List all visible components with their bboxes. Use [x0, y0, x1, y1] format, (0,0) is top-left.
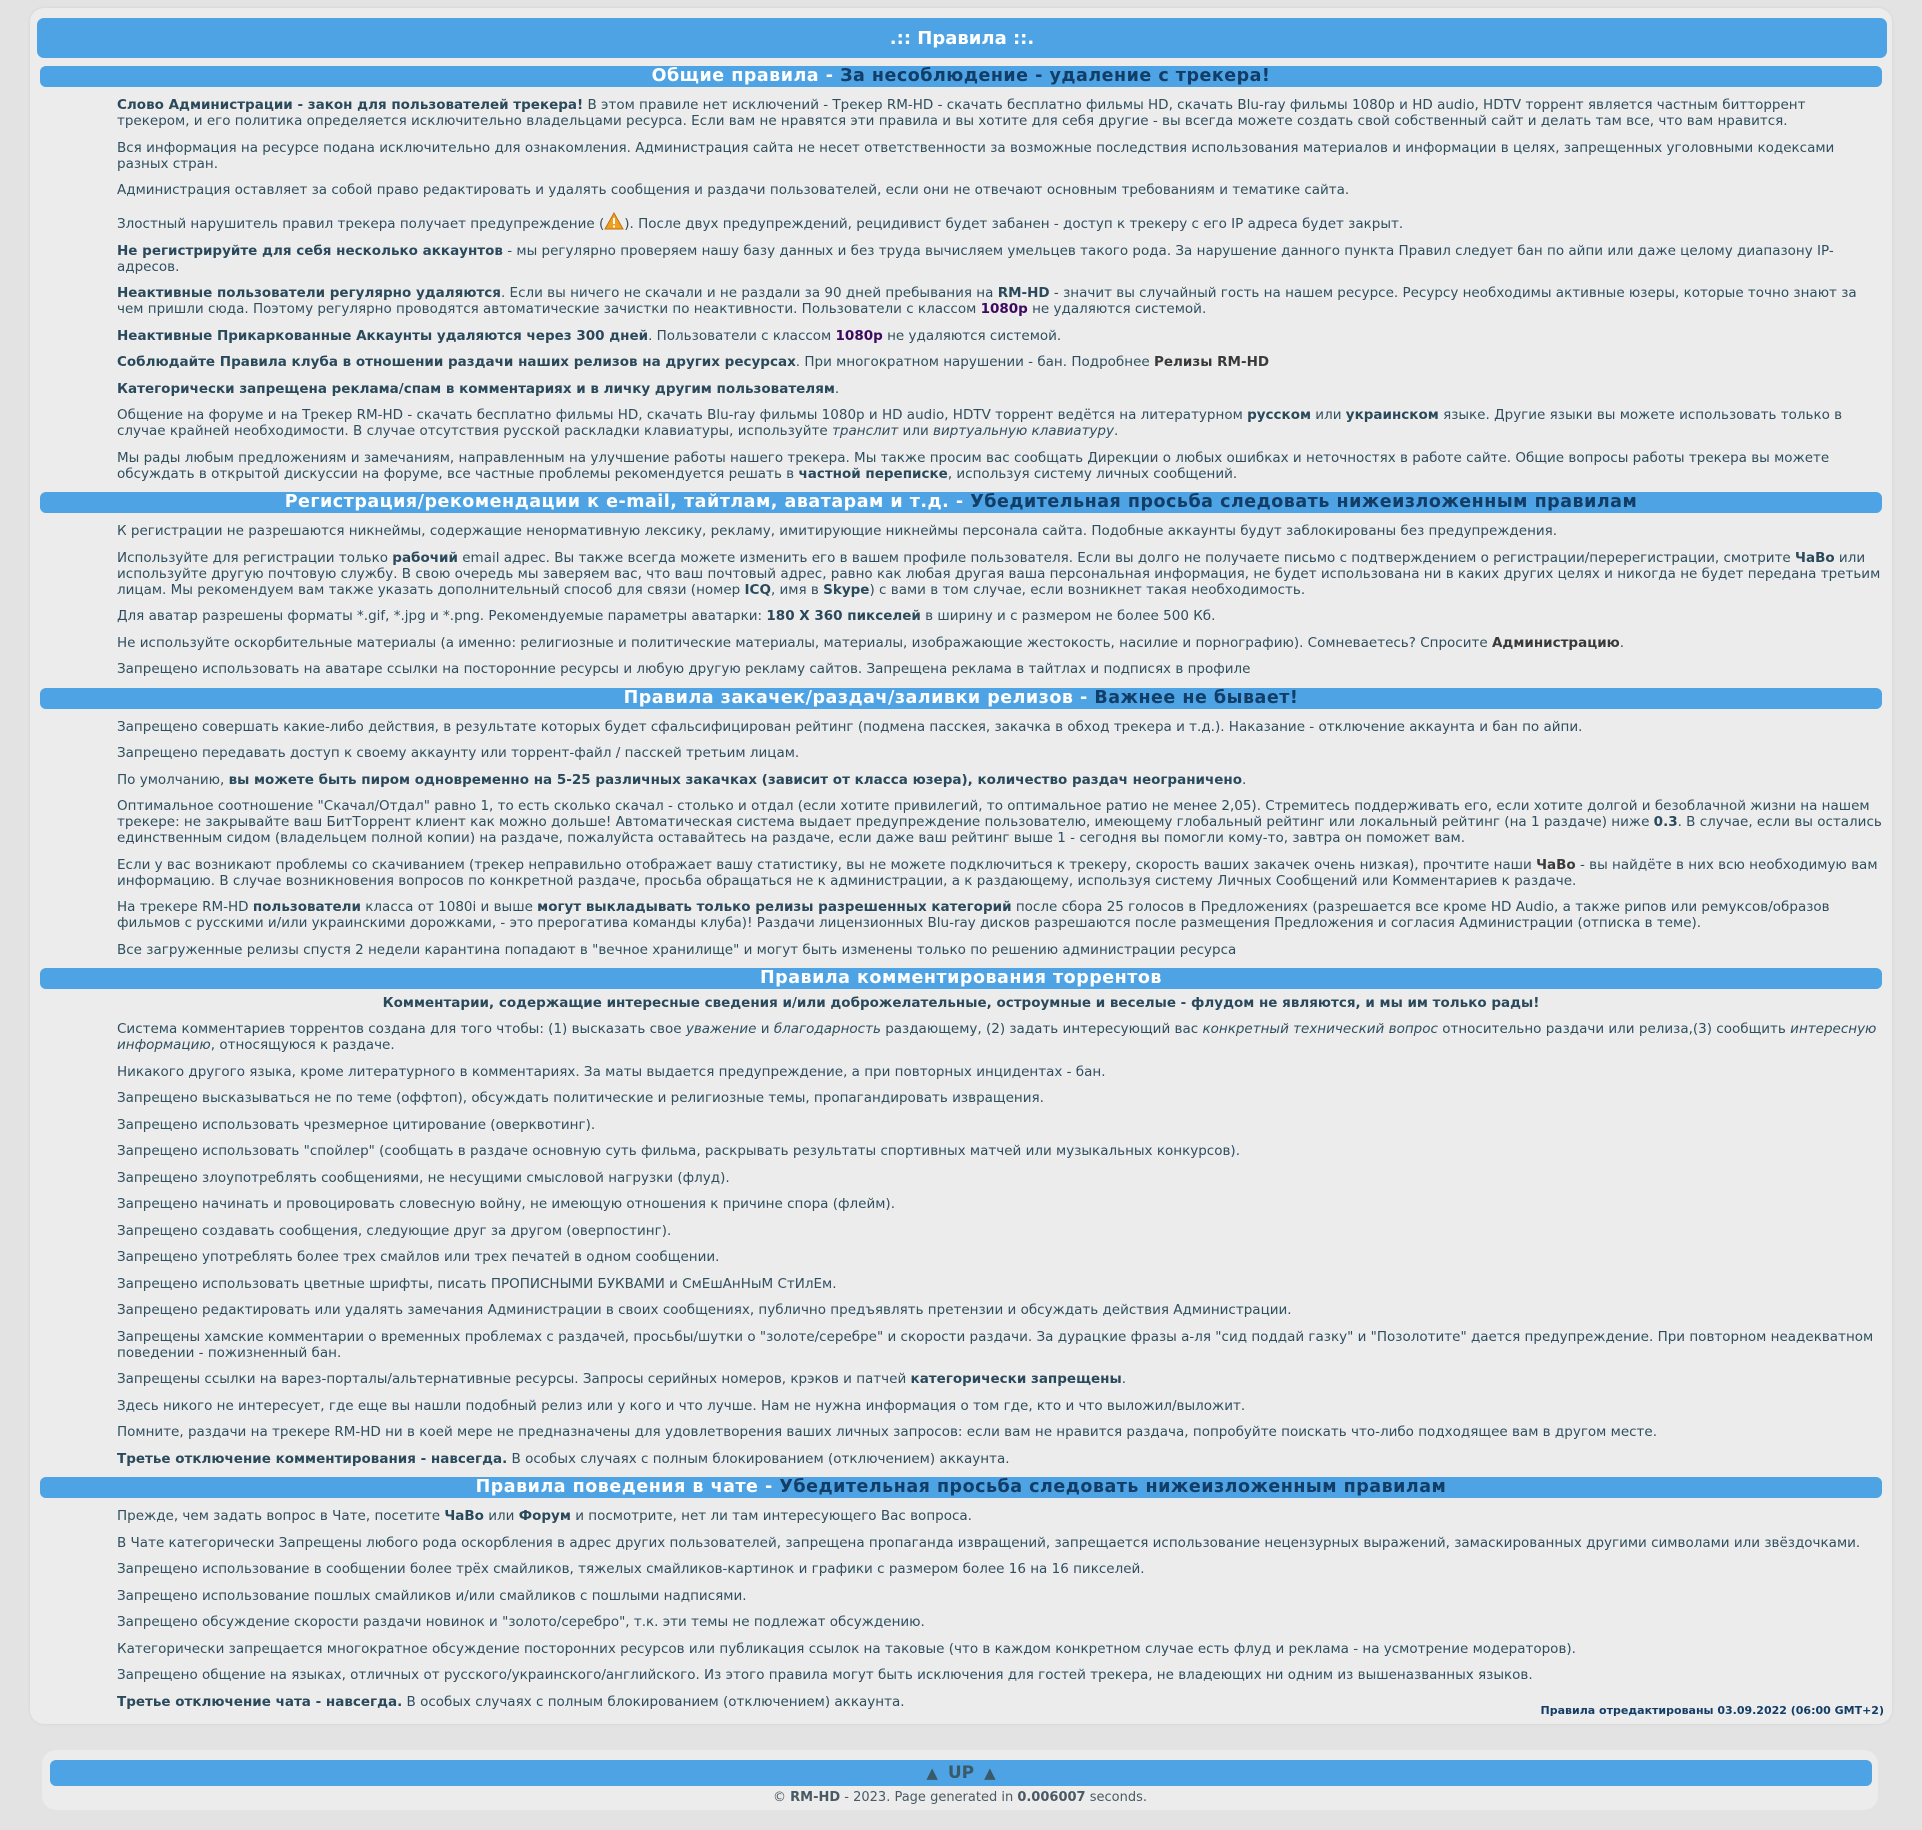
- page-title: .:: Правила ::.: [37, 18, 1887, 58]
- section-chat: [30, 1477, 1892, 1710]
- rules-list: [30, 1021, 1892, 1467]
- rule-item: Запрещено использовать на аватаре ссылки на посторонние ресурсы и любую другую рекламу сайтов. Запрещена реклама в тайтлах и подписях в профиле: [117, 661, 1251, 677]
- rule-item: Запрещено совершать какие-либо действия, в результате которых будет сфальсифицирован рейтинг (подмена пасскея, закачка в обход трекера и т.д.). Наказание - отключение аккаунта и бан по айпи.: [117, 718, 1583, 735]
- releases-link[interactable]: Релизы RM-HD: [1153, 354, 1270, 370]
- rule-item: Для аватар разрешены форматы *.gif, *.jpg и *.png. Рекомендуемые параметры аватарки: 180 X 360 пикселей в ширину и с размером не более 500 Кб.: [117, 608, 1216, 624]
- section-title: Правила поведения в чате: [475, 1477, 759, 1497]
- rule-item: Здесь никого не интересует, где еще вы нашли подобный релиз или у кого и что лучше. Нам не нужна информация о том где, кто и что выложил/выложит.: [117, 1397, 1246, 1414]
- rule-item: Оптимальное соотношение "Скачал/Отдал" равно 1, то есть сколько скачал - столько и отдал (если хотите привилегий, то оптимальное ратио не менее 2,05). Стремитесь поддерживать его, если хотите долгой и безоблачной жизни на нашем трекере: не закрывайте ваш БитТоррент клиент как можно дольше! Автоматическая система выдает предупреждение пользователю, имеющему глобальный рейтинг или локальный рейтинг (на 1 раздаче) ниже 0.3. В случае, если вы остались единственным сидом (владельцем полной копии) на раздаче, пожалуйста оставайтесь на раздаче, если даже ваш рейтинг выше 1 - сегодня вы помогли кому-то, завтра он поможет вам.: [117, 798, 1882, 846]
- section-subtitle: За несоблюдение - удаление с трекера!: [840, 66, 1271, 86]
- rule-item: Неактивные Прикаркованные Аккаунты удаляются через 300 дней. Пользователи с классом 1080p не удаляются системой.: [117, 327, 1062, 344]
- section-title: Регистрация/рекомендации к e-mail, тайтлам, аватарам и т.д.: [284, 492, 950, 512]
- rules-list: [30, 719, 1892, 958]
- section-intro: Комментарии, содержащие интересные сведения и/или доброжелательные, остроумные и веселые - флудом не являются, и мы им только рады!: [382, 995, 1540, 1011]
- forum-link[interactable]: Форум: [518, 1508, 571, 1524]
- rule-item: Категорически запрещена реклама/спам в комментариях и в личку другим пользователям.: [117, 380, 840, 397]
- rule-item: На трекере RM-HD пользователи класса от 1080i и выше могут выкладывать только релизы разрешенных категорий после сбора 25 голосов в Предложениях (разрешается все кроме HD Audio, а также рипов или ремуксов/образов фильмов с русскими и/или украинскими дорожками, - это прерогатива команды клуба)! Раздачи лицензионных Blu-ray дисков разрешаются после размещения Предложения и согласия Администрации (отписка в теме).: [117, 899, 1830, 931]
- rules-content: [30, 66, 1892, 1720]
- section-comments: [30, 968, 1892, 1467]
- administration-link[interactable]: Администрацию: [1491, 634, 1620, 651]
- rule-item: Категорически запрещается многократное обсуждение посторонних ресурсов или публикация ссылок на таковые (что в каждом конкретном случае есть флуд и реклама - на усмотрение модераторов).: [117, 1640, 1576, 1657]
- faq-link[interactable]: ЧаВо: [1795, 549, 1835, 566]
- rule-item: Соблюдайте Правила клуба в отношении раздачи наших релизов на других ресурсах. При многократном нарушении - бан. Подробнее Релизы RM-HD: [117, 354, 1270, 370]
- up-label: UP: [947, 1763, 975, 1783]
- section-general: [30, 66, 1892, 482]
- rule-item: Третье отключение чата - навсегда. В особых случаях с полным блокированием (отключением) аккаунта.: [117, 1693, 905, 1710]
- rule-item: Злостный нарушитель правил трекера получает предупреждение ( ). После двух предупреждений, рецидивист будет забанен - доступ к трекеру с его IP адреса будет закрыт.: [117, 212, 1882, 232]
- translit-link[interactable]: транслит: [832, 423, 899, 439]
- copyright: © RM-HD - 2023. Page generated in 0.006007 seconds.: [773, 1790, 1147, 1805]
- rule-item: По умолчанию, вы можете быть пиром одновременно на 5-25 различных закачках (зависит от класса юзера), количество раздач неограничено.: [117, 771, 1247, 788]
- section-subtitle: Убедительная просьба следовать нижеизложенным правилам: [779, 1477, 1447, 1497]
- rule-item: Запрещено передавать доступ к своему аккаунту или торрент-файл / пасскей третьим лицам.: [117, 745, 800, 761]
- section-subtitle: Убедительная просьба следовать нижеизложенным правилам: [970, 492, 1638, 512]
- rule-item: Не используйте оскорбительные материалы (а именно: религиозные и политические материалы, материалы, изображающие жестокость, насилие и порнографию). Сомневаетесь? Спросите Администрацию.: [117, 634, 1625, 651]
- footer: [42, 1750, 1878, 1810]
- section-header-chat: [40, 1477, 1882, 1498]
- rule-item: Если у вас возникают проблемы со скачиванием (трекер неправильно отображает вашу статистику, вы не можете подключиться к трекеру, скорость ваших закачек очень низкая), прочтите наши ЧаВо - вы найдёте в них всю необходимую вам информацию. В случае возникновения вопросов по конкретной раздаче, просьба обращаться не к администрации, а к раздающему, используя систему Личных Сообщений или Комментариев к раздаче.: [117, 856, 1878, 889]
- rules-list: [30, 1508, 1892, 1710]
- rule-item: Общение на форуме и на Трекер RM-HD - скачать бесплатно фильмы HD, скачать Blu-ray фильмы 1080p и HD audio, HDTV торрент ведётся на литературном русском или украинском языке. Другие языки вы можете использовать только в случае крайней необходимости. В случае отсутствия русской раскладки клавиатуры, используйте транслит или виртуальную клавиатуру.: [117, 407, 1843, 439]
- section-title: Общие правила: [651, 66, 820, 86]
- up-button[interactable]: [50, 1760, 1872, 1786]
- rule-item: Помните, раздачи на трекере RM-HD ни в коей мере не предназначены для удовлетворения ваших личных запросов: если вам не нравится раздача, попробуйте поискать что-либо подходящее вам в другом месте.: [117, 1424, 1658, 1440]
- title-dash: -: [819, 66, 841, 86]
- section-subtitle: Важнее не бывает!: [1094, 687, 1299, 708]
- rule-item: К регистрации не разрешаются никнеймы, содержащие ненормативную лексику, рекламу, имитирующие никнеймы персонала сайта. Подобные аккаунты будут заблокированы без предупреждения.: [117, 523, 1558, 539]
- rule-item: Используйте для регистрации только рабочий email адрес. Вы также всегда можете изменить его в вашем профиле пользователя. Если вы долго не получаете письмо с подтверждением о регистрации/перерегистрации, смотрите ЧаВо или используйте другую почтовую службу. В свою очередь мы заверяем вас, что ваш почтовый адрес, равно как любая другая ваша персональная информация, не будет использована ни в каких других целях и никогда не будет передана третьим лицам. Мы рекомендуем вам также указать дополнительный способ для связи (номер ICQ, имя в Skype) с вами в том случае, если возникнет такая необходимость.: [117, 549, 1881, 598]
- section-header-registration: [40, 492, 1882, 513]
- rule-item: Запрещено употреблять более трех смайлов или трех печатей в одном сообщении.: [117, 1249, 720, 1265]
- title-dash: -: [1073, 687, 1095, 708]
- warning-icon: [604, 212, 624, 230]
- section-title: Правила закачек/раздач/заливки релизов: [623, 687, 1074, 708]
- faq-link[interactable]: ЧаВо: [1536, 856, 1576, 873]
- rule-item: Запрещено использование пошлых смайликов и/или смайликов с пошлыми надписями.: [117, 1587, 747, 1604]
- section-header-general: [40, 66, 1882, 87]
- rule-item: Администрация оставляет за собой право редактировать и удалять сообщения и раздачи пользователей, если они не отвечают основным требованиям и тематике сайта.: [117, 182, 1350, 198]
- rule-item: Запрещено высказываться не по теме (оффтоп), обсуждать политические и религиозные темы, пропагандировать извращения.: [117, 1090, 1044, 1106]
- rule-item: Запрещено общение на языках, отличных от русского/украинского/английского. Из этого правила могут быть исключения для гостей трекера, не владеющих ни одним из вышеназванных языков.: [117, 1667, 1533, 1683]
- rule-item: Запрещены хамские комментарии о временных проблемах с раздачей, просьбы/шутки о "золоте/серебре" и скорости раздачи. За дурацкие фразы а-ля "сид поддай газку" и "Позолотите" дается предупреждение. При повторном неадекватном поведении - пожизненный бан.: [117, 1328, 1874, 1361]
- rule-item: Все загруженные релизы спустя 2 недели карантина попадают в "вечное хранилище" и могут быть изменены только по решению администрации ресурса: [117, 941, 1237, 958]
- rule-item: Вся информация на ресурсе подана исключительно для ознакомления. Администрация сайта не несет ответственности за возможные последствия использования материалов и информации в целях, запрещенных уголовными кодексами разных стран.: [117, 139, 1835, 172]
- section-header-comments: [40, 968, 1882, 989]
- title-dash: -: [758, 1477, 780, 1497]
- edited-timestamp: Правила отредактированы 03.09.2022 (06:00 GMT+2): [1540, 1704, 1884, 1717]
- rule-item: Запрещено обсуждение скорости раздачи новинок и "золото/серебро", т.к. эти темы не подлежат обсуждению.: [117, 1614, 925, 1630]
- rule-item: Никакого другого языка, кроме литературного в комментариях. За маты выдается предупреждение, а при повторных инцидентах - бан.: [117, 1063, 1106, 1080]
- title-dash: -: [949, 492, 971, 512]
- rule-item: Третье отключение комментирования - навсегда. В особых случаях с полным блокированием (отключением) аккаунта.: [117, 1450, 1010, 1467]
- rule-item: Запрещено создавать сообщения, следующие друг за другом (оверпостинг).: [117, 1222, 672, 1239]
- virtual-keyboard-link[interactable]: виртуальную клавиатуру: [933, 423, 1114, 439]
- section-title: Правила комментирования торрентов: [760, 968, 1162, 988]
- rule-item: Прежде, чем задать вопрос в Чате, посетите ЧаВо или Форум и посмотрите, нет ли там интересующего Вас вопроса.: [117, 1508, 972, 1524]
- section-downloads: [30, 688, 1892, 958]
- rules-page: [30, 8, 1892, 1724]
- rule-item: Запрещено злоупотреблять сообщениями, не несущими смысловой нагрузки (флуд).: [117, 1169, 730, 1186]
- faq-link[interactable]: ЧаВо: [444, 1508, 484, 1524]
- rule-item: В Чате категорически Запрещены любого рода оскорбления в адрес других пользователей, запрещена пропаганда извращений, запрещается использование нецензурных выражений, замаскированных другими символами или звёздочками.: [117, 1534, 1861, 1551]
- rule-item: Система комментариев торрентов создана для того чтобы: (1) высказать свое уважение и благодарность раздающему, (2) задать интересующий вас конкретный технический вопрос относительно раздачи или релиза,(3) сообщить интересную информацию, относящуюся к раздаче.: [117, 1021, 1877, 1053]
- rule-item: Запрещены ссылки на варез-порталы/альтернативные ресурсы. Запросы серийных номеров, крэков и патчей категорически запрещены.: [117, 1371, 1126, 1387]
- rule-item: Запрещено использовать "спойлер" (сообщать в раздаче основную суть фильма, раскрывать результаты спортивных матчей или музыкальных конкурсов).: [117, 1143, 1240, 1159]
- rule-item: Слово Администрации - закон для пользователей трекера! В этом правиле нет исключений - Трекер RM-HD - скачать бесплатно фильмы HD, скачать Blu-ray фильмы 1080p и HD audio, HDTV торрент является частным битторрент трекером, и его политика определяется исключительно владельцами ресурса. Если вам не нравятся эти правила и вы хотите для себя другие - вы всегда можете создать свой собственный сайт и делать там все, что вам нравится.: [117, 97, 1806, 129]
- rules-list: [30, 97, 1892, 482]
- rule-item: Неактивные пользователи регулярно удаляются. Если вы ничего не скачали и не раздали за 90 дней пребывания на RM-HD - значит вы случайный гость на нашем ресурсе. Ресурсу необходимы активные юзеры, которые точно знают за чем пришли сюда. Поэтому регулярно проводятся автоматические зачистки по неактивности. Пользователи с классом 1080p не удаляются системой.: [117, 285, 1857, 317]
- rule-item: Запрещено использовать чрезмерное цитирование (оверквотинг).: [117, 1116, 596, 1133]
- section-registration: [30, 492, 1892, 677]
- section-header-downloads: [40, 688, 1882, 709]
- rule-item: Запрещено начинать и провоцировать словесную войну, не имеющую отношения к причине спора (флейм).: [117, 1196, 895, 1212]
- rule-item: Мы рады любым предложениям и замечаниям, направленным на улучшение работы нашего трекера. Мы также просим вас сообщать Дирекции о любых ошибках и неточностях в работе сайте. Общие вопросы работы трекера вы можете обсуждать в открытой дискуссии на форуме, все частные проблемы рекомендуется решать в частной переписке, используя систему личных сообщений.: [117, 449, 1830, 482]
- rule-item: Запрещено редактировать или удалять замечания Администрации в своих сообщениях, публично предъявлять претензии и обсуждать действия Администрации.: [117, 1302, 1292, 1318]
- rule-item: Не регистрируйте для себя несколько аккаунтов - мы регулярно проверяем нашу базу данных и без труда вычисляем умельцев такого рода. За нарушение данного пункта Правил следует бан по айпи или даже целому диапазону IP-адресов.: [117, 242, 1834, 275]
- rule-item: Запрещено использовать цветные шрифты, писать ПРОПИСНЫМИ БУКВАМИ и СмЕшАнНыМ СтИлЕм.: [117, 1275, 837, 1292]
- rule-item: Запрещено использование в сообщении более трёх смайликов, тяжелых смайликов-картинок и графики с размером более 16 на 16 пикселей.: [117, 1561, 1145, 1577]
- up-arrow-icon: ▲: [984, 1764, 996, 1782]
- rules-list: [30, 523, 1892, 677]
- up-arrow-icon: ▲: [926, 1764, 938, 1782]
